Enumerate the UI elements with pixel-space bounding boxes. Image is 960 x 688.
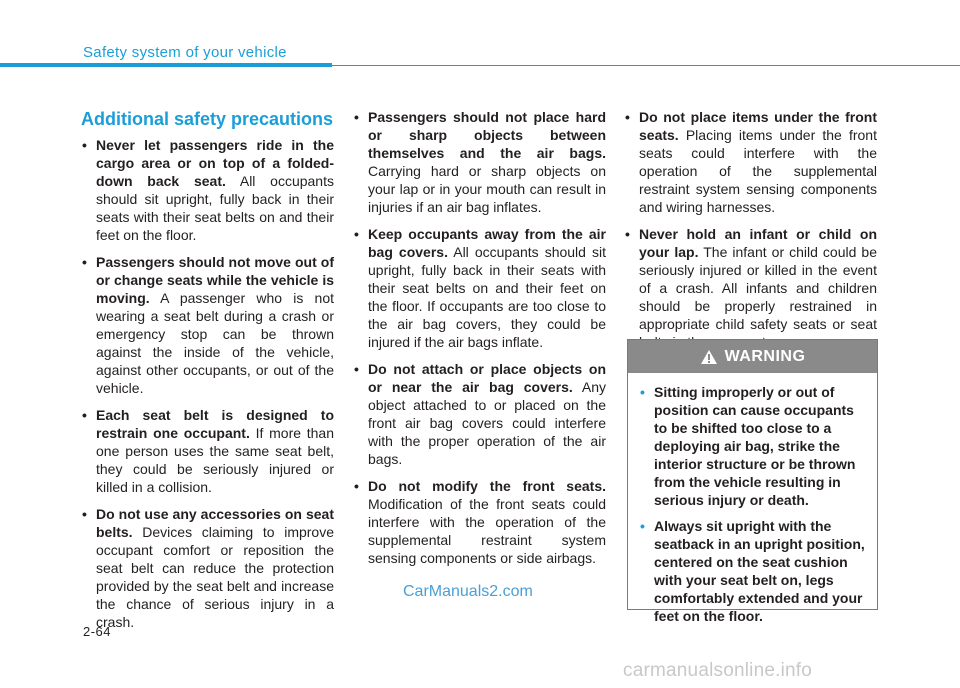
precaution-heading: Passengers should not place hard or sharp objects between themselves and the air bags.	[368, 109, 606, 161]
warning-body	[628, 373, 877, 625]
precaution-text: Placing items under the front seats could interfere with the operation of the supplemental restraint system sensing components and wiring harnesses.	[639, 127, 877, 215]
watermark-carmanuals2: CarManuals2.com	[403, 583, 533, 600]
warning-triangle-icon	[700, 349, 718, 365]
bullet-icon: •	[354, 109, 359, 125]
precaution-item	[624, 225, 877, 351]
bullet-icon: •	[82, 254, 87, 270]
precaution-heading: Never let passengers ride in the cargo area or on top of a folded-down back seat.	[96, 137, 334, 189]
page-number: 2-64	[83, 624, 112, 639]
precaution-text: Modification of the front seats could interfere with the operation of the supplemental restraint system sensing components or side airbags.	[368, 496, 606, 566]
precaution-item	[81, 406, 334, 496]
precaution-heading: Do not modify the front seats.	[368, 478, 606, 494]
precaution-list-2	[353, 108, 606, 567]
precaution-item	[353, 477, 606, 567]
precaution-item	[81, 136, 334, 244]
precaution-item	[624, 108, 877, 216]
precaution-text: Any object attached to or placed on the front air bag covers could interfere with the proper operation of the air bags.	[368, 379, 606, 467]
bullet-icon: •	[640, 518, 645, 534]
precaution-item	[353, 225, 606, 351]
precaution-heading: Never hold an infant or child on your lap.	[639, 226, 877, 260]
column-1	[81, 108, 334, 640]
bullet-icon: •	[82, 506, 87, 522]
precaution-text: Devices claiming to improve occupant comfort or reposition the seat belt can reduce the protection provided by the seat belt and increase the chance of serious injury in a crash.	[96, 524, 334, 630]
warning-text: Always sit upright with the seatback in an upright position, centered on the seat cushion with your seat belt on, legs comfortably extended and your feet on the floor.	[654, 518, 865, 624]
precaution-heading: Each seat belt is designed to restrain one occupant.	[96, 407, 334, 441]
bullet-icon: •	[354, 226, 359, 242]
precaution-heading: Passengers should not move out of or change seats while the vehicle is moving.	[96, 254, 334, 306]
bullet-icon: •	[625, 109, 630, 125]
warning-title: WARNING	[724, 347, 806, 365]
precaution-heading: Do not use any accessories on seat belts.	[96, 506, 334, 540]
precaution-list-1	[81, 136, 334, 631]
bullet-icon: •	[82, 407, 87, 423]
precaution-text: If more than one person uses the same seat belt, they could be seriously injured or killed in a collision.	[96, 425, 335, 495]
warning-box	[627, 339, 878, 624]
bullet-icon: •	[82, 137, 87, 153]
bullet-icon: •	[640, 384, 645, 400]
warning-list	[640, 383, 867, 625]
precaution-heading: Do not place items under the front seats.	[639, 109, 877, 143]
watermark-footer: carmanualsonline.info	[623, 660, 813, 681]
warning-item	[640, 383, 867, 509]
bullet-icon: •	[354, 478, 359, 494]
section-title: Additional safety precautions	[81, 109, 334, 129]
precaution-text: A passenger who is not wearing a seat belt during a crash or emergency stop can be thrown against the inside of the vehicle, against other occupants, or out of the vehicle.	[96, 290, 334, 396]
warning-text: Sitting improperly or out of position can cause occupants to be shifted too close to a deploying air bag, strike the interior structure or be thrown from the vehicle resulting in serious injury or death.	[654, 384, 856, 508]
precaution-heading: Do not attach or place objects on or near the air bag covers.	[368, 361, 606, 395]
precaution-text: All occupants should sit upright, fully back in their seats with their seat belts on and their feet on the floor. If occupants are too close to the air bag covers, they could be injured if the air bags inflate.	[368, 244, 606, 350]
bullet-icon: •	[354, 361, 359, 377]
precaution-list-3	[624, 108, 877, 351]
precaution-text: The infant or child could be seriously injured or killed in the event of a crash. All infants and children should be properly restrained in appropriate child safety seats or seat	[639, 244, 877, 332]
bullet-icon: •	[625, 226, 630, 242]
column-3	[624, 108, 877, 360]
precaution-item	[81, 505, 334, 631]
precaution-item	[81, 253, 334, 397]
header-rule-accent	[0, 63, 332, 67]
precaution-text: All occupants should sit upright, fully back in their seats with their seat belts on and their feet on the floor.	[96, 173, 334, 243]
running-header: Safety system of your vehicle	[83, 44, 287, 61]
precaution-item	[353, 108, 606, 216]
warning-item	[640, 517, 867, 625]
column-2	[353, 108, 606, 576]
warning-header	[628, 340, 877, 373]
precaution-item	[353, 360, 606, 468]
precaution-heading: Keep occupants away from the air bag covers.	[368, 226, 606, 260]
precaution-text: Carrying hard or sharp objects on your lap or in your mouth can result in injuries if an air bag inflates.	[368, 163, 606, 215]
header-rule	[332, 65, 960, 66]
